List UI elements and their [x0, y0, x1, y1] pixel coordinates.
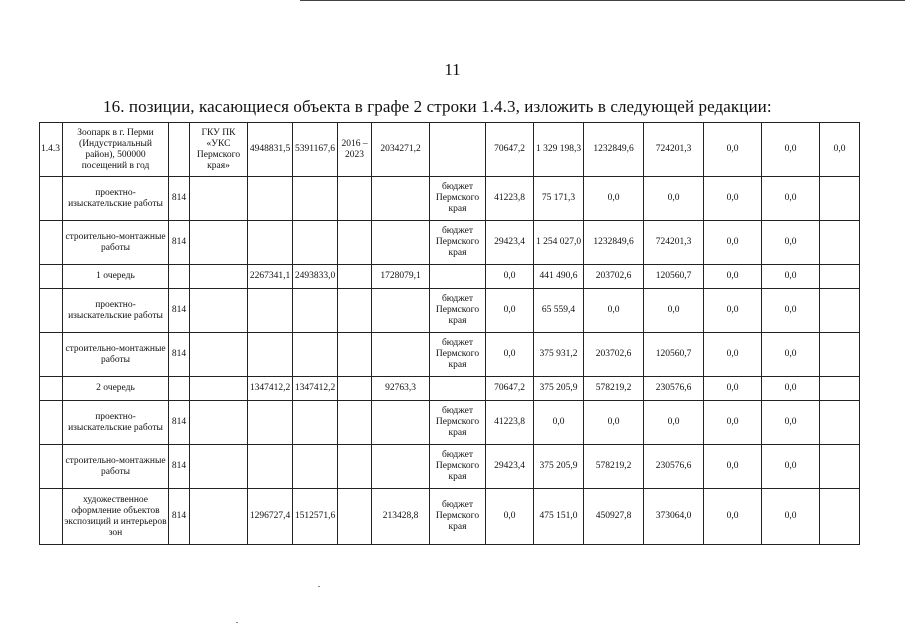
table-cell: 0,0 [704, 377, 762, 401]
table-row [40, 445, 860, 489]
table-cell: 0,0 [762, 445, 820, 489]
table-cell: строительно-монтажные работы [63, 445, 169, 489]
table-cell: 1728079,1 [372, 265, 430, 289]
table-cell: 2 очередь [63, 377, 169, 401]
table-cell [293, 401, 338, 445]
table-cell [40, 489, 63, 545]
table-cell [372, 401, 430, 445]
table-cell: 814 [169, 333, 190, 377]
table-cell [338, 445, 372, 489]
table-cell: 0,0 [762, 289, 820, 333]
table-cell [430, 265, 486, 289]
table-row [40, 377, 860, 401]
table-cell: 0,0 [704, 333, 762, 377]
table-cell [40, 377, 63, 401]
table-cell: 0,0 [644, 177, 704, 221]
table-cell: бюджет Пермского края [430, 177, 486, 221]
table-cell: 0,0 [704, 123, 762, 177]
table-cell [338, 401, 372, 445]
table-cell: 0,0 [584, 289, 644, 333]
table-cell: бюджет Пермского края [430, 401, 486, 445]
table-cell [190, 221, 248, 265]
table-cell [248, 289, 293, 333]
table-cell [372, 445, 430, 489]
table-cell [338, 377, 372, 401]
table-cell: 230576,6 [644, 377, 704, 401]
table-cell [40, 221, 63, 265]
table-cell: 41223,8 [486, 401, 534, 445]
table-cell [820, 489, 860, 545]
table-cell: 4948831,5 [248, 123, 293, 177]
table-cell: проектно-изыскательские работы [63, 177, 169, 221]
table-cell: 0,0 [584, 177, 644, 221]
table-cell: 375 931,2 [534, 333, 584, 377]
table-cell: 814 [169, 489, 190, 545]
table-cell: 29423,4 [486, 445, 534, 489]
table-cell: 475 151,0 [534, 489, 584, 545]
table-cell: 213428,8 [372, 489, 430, 545]
table-cell [40, 333, 63, 377]
table-cell [169, 377, 190, 401]
table-cell: 0,0 [704, 401, 762, 445]
table-cell [338, 333, 372, 377]
table-cell [190, 289, 248, 333]
table-cell [248, 177, 293, 221]
table-cell: 375 205,9 [534, 377, 584, 401]
scan-speck [236, 622, 238, 623]
table-cell [338, 489, 372, 545]
table-cell: бюджет Пермского края [430, 221, 486, 265]
table-cell [293, 445, 338, 489]
table-cell [190, 445, 248, 489]
table-cell: 1 254 027,0 [534, 221, 584, 265]
table-cell: 724201,3 [644, 123, 704, 177]
table-cell: 65 559,4 [534, 289, 584, 333]
table-cell: строительно-монтажные работы [63, 333, 169, 377]
table-cell: бюджет Пермского края [430, 333, 486, 377]
table-cell: проектно-изыскательские работы [63, 401, 169, 445]
table-cell [430, 377, 486, 401]
table-cell: 92763,3 [372, 377, 430, 401]
table-cell: 5391167,6 [293, 123, 338, 177]
table-cell: 0,0 [762, 333, 820, 377]
table-cell: 441 490,6 [534, 265, 584, 289]
scan-speck [318, 586, 320, 587]
table-cell [40, 177, 63, 221]
table-cell: 0,0 [486, 289, 534, 333]
table-cell: бюджет Пермского края [430, 445, 486, 489]
table-cell: 1 очередь [63, 265, 169, 289]
table-cell: ГКУ ПК «УКС Пермского края» [190, 123, 248, 177]
table-cell: 41223,8 [486, 177, 534, 221]
table-cell [820, 289, 860, 333]
table-cell: 0,0 [704, 489, 762, 545]
table-cell: 203702,6 [584, 265, 644, 289]
table-cell [338, 265, 372, 289]
table-row [40, 177, 860, 221]
table-cell: 0,0 [704, 265, 762, 289]
table-cell: 814 [169, 401, 190, 445]
table-row [40, 289, 860, 333]
table-cell [372, 221, 430, 265]
table-cell [248, 221, 293, 265]
table-cell: бюджет Пермского края [430, 489, 486, 545]
table-cell: строительно-монтажные работы [63, 221, 169, 265]
table-cell: 578219,2 [584, 445, 644, 489]
table-cell [40, 289, 63, 333]
table-cell: 230576,6 [644, 445, 704, 489]
table-cell: 1347412,2 [248, 377, 293, 401]
table-cell: художественное оформление объектов экспозиций и интерьеров зон [63, 489, 169, 545]
table-cell: 2267341,1 [248, 265, 293, 289]
table-cell: 0,0 [762, 377, 820, 401]
table-cell [293, 289, 338, 333]
table-row [40, 489, 860, 545]
table-cell [820, 333, 860, 377]
table-cell [40, 401, 63, 445]
table-cell: 814 [169, 445, 190, 489]
table-cell: 2034271,2 [372, 123, 430, 177]
table-cell [293, 221, 338, 265]
table-cell: 0,0 [704, 177, 762, 221]
table-cell: 203702,6 [584, 333, 644, 377]
table-cell [820, 377, 860, 401]
table-cell: 75 171,3 [534, 177, 584, 221]
section-heading: 16. позиции, касающиеся объекта в графе 2 строки 1.4.3, изложить в следующей редакции: [103, 97, 772, 116]
table-cell [190, 177, 248, 221]
table-row [40, 333, 860, 377]
table-cell [190, 401, 248, 445]
budget-table-container [39, 122, 860, 545]
table-cell: 1.4.3 [40, 123, 63, 177]
table-cell: 2493833,0 [293, 265, 338, 289]
table-cell: 1512571,6 [293, 489, 338, 545]
table-cell: 0,0 [704, 289, 762, 333]
table-cell: 0,0 [820, 123, 860, 177]
table-cell [190, 489, 248, 545]
table-cell: 70647,2 [486, 123, 534, 177]
budget-table [39, 122, 860, 545]
table-cell: 814 [169, 289, 190, 333]
table-cell: 1347412,2 [293, 377, 338, 401]
table-cell [248, 401, 293, 445]
table-cell [338, 177, 372, 221]
table-cell [169, 123, 190, 177]
table-cell: 0,0 [762, 123, 820, 177]
table-row [40, 221, 860, 265]
table-cell: 0,0 [534, 401, 584, 445]
table-row [40, 401, 860, 445]
table-cell [40, 445, 63, 489]
table-cell [40, 265, 63, 289]
table-cell [190, 265, 248, 289]
table-cell [820, 401, 860, 445]
table-cell [372, 333, 430, 377]
table-cell: 1232849,6 [584, 221, 644, 265]
table-cell [338, 289, 372, 333]
table-cell: 0,0 [762, 489, 820, 545]
table-cell: 578219,2 [584, 377, 644, 401]
table-cell: 814 [169, 221, 190, 265]
table-cell: 70647,2 [486, 377, 534, 401]
table-cell: 450927,8 [584, 489, 644, 545]
table-cell: 120560,7 [644, 333, 704, 377]
table-cell: проектно-изыскательские работы [63, 289, 169, 333]
table-cell [248, 445, 293, 489]
table-cell: 373064,0 [644, 489, 704, 545]
table-cell: 1 329 198,3 [534, 123, 584, 177]
table-cell: 375 205,9 [534, 445, 584, 489]
table-cell [169, 265, 190, 289]
table-cell [190, 333, 248, 377]
table-cell: 0,0 [762, 401, 820, 445]
table-cell: 724201,3 [644, 221, 704, 265]
table-row [40, 265, 860, 289]
table-cell [338, 221, 372, 265]
table-cell: 0,0 [762, 177, 820, 221]
table-cell: 0,0 [486, 489, 534, 545]
table-cell: 120560,7 [644, 265, 704, 289]
table-cell [248, 333, 293, 377]
table-cell: 0,0 [762, 221, 820, 265]
table-cell: 0,0 [762, 265, 820, 289]
table-cell [372, 289, 430, 333]
table-cell: 0,0 [644, 289, 704, 333]
table-cell: Зоопарк в г. Перми (Индустриальный район), 500000 посещений в год [63, 123, 169, 177]
table-cell [293, 177, 338, 221]
table-cell: 2016 – 2023 [338, 123, 372, 177]
table-cell: 0,0 [486, 333, 534, 377]
table-cell: 1296727,4 [248, 489, 293, 545]
page-number: 11 [444, 60, 461, 79]
table-cell: 0,0 [704, 445, 762, 489]
table-cell [820, 177, 860, 221]
table-cell [293, 333, 338, 377]
table-cell: 1232849,6 [584, 123, 644, 177]
table-cell: 29423,4 [486, 221, 534, 265]
table-row [40, 123, 860, 177]
table-cell: 0,0 [704, 221, 762, 265]
table-cell: 0,0 [584, 401, 644, 445]
table-cell [190, 377, 248, 401]
table-cell: 814 [169, 177, 190, 221]
table-cell [820, 221, 860, 265]
table-cell [820, 445, 860, 489]
table-cell [372, 177, 430, 221]
table-cell: 0,0 [486, 265, 534, 289]
table-cell: 0,0 [644, 401, 704, 445]
table-cell [430, 123, 486, 177]
table-cell: бюджет Пермского края [430, 289, 486, 333]
scan-edge-line [300, 0, 905, 1]
table-cell [820, 265, 860, 289]
